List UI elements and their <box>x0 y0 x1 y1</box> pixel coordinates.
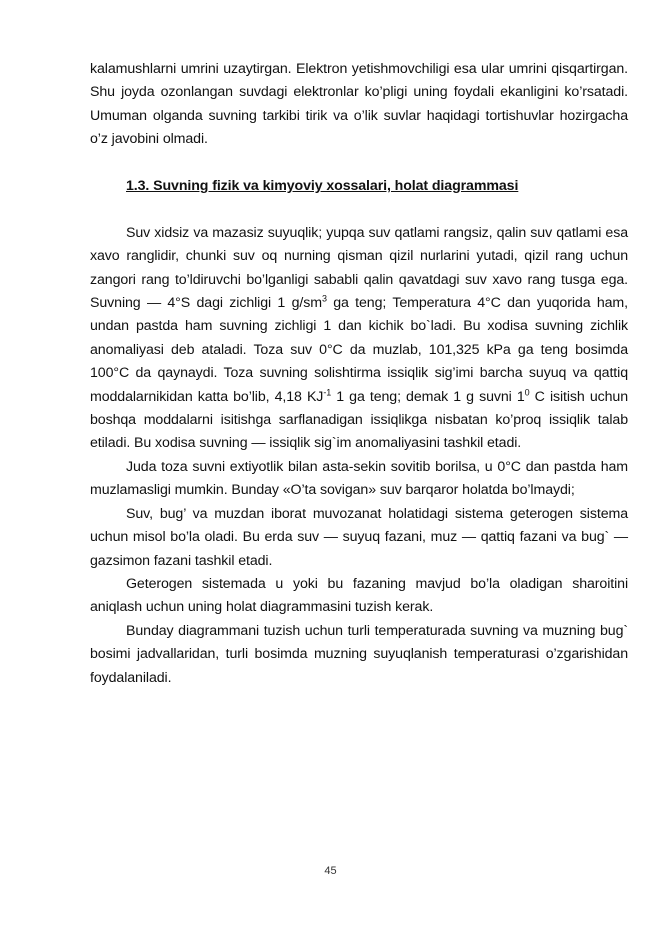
document-page <box>90 58 628 690</box>
paragraph-text-part: C isitish uchun boshqa moddalarni isitishga sarflanadigan issiqlikga nisbatan ko’proq issiqlik talab etiladi. Bu xodisa suvning — issiqlik sig`im anomaliyasini tashkil etadi. <box>90 388 628 452</box>
paragraph-diagram-construction: Bunday diagrammani tuzish uchun turli temperaturada suvning va muzning bug` bosimi jadvallaridan, turli bosimda muzning suyuqlanish temperaturasi o’zgarishidan foydalaniladi. <box>90 622 628 686</box>
paragraph-heterogeneous-system: Suv, bug’ va muzdan iborat muvozanat holatidagi sistema geterogen sistema uchun misol bo’la oladi. Bu erda suv — suyuq fazani, muz — qattiq fazani va bug` — gazsimon fazani tashkil etadi. <box>90 505 628 569</box>
paragraph-water-properties <box>90 222 628 456</box>
paragraph-continuation: kalamushlarni umrini uzaytirgan. Elektron yetishmovchiligi esa ular umrini qisqartirgan. Shu joyda ozonlangan suvdagi elektronlar ko’pligi uning foydali ekanligini ko’rsatadi. Umuman olganda suvning tarkibi tirik va o’lik suvlar haqidagi tortishuvlar hozirgacha o’z javobini olmadi. <box>90 61 628 148</box>
paragraph-supercooled-water: Juda toza suvni extiyotlik bilan asta-sekin sovitib borilsa, u 0°C dan pastda ham muzlamasligi mumkin. Bunday «O’ta sovigan» suv barqaror holatda bo’lmaydi; <box>90 458 628 499</box>
paragraph-phase-conditions: Geterogen sistemada u yoki bu fazaning mavjud bo’la oladigan sharoitini aniqlash uchun uning holat diagrammasini tuzish kerak. <box>90 575 628 616</box>
superscript: 0 <box>524 386 530 397</box>
paragraph-text-part: Suv xidsiz va mazasiz suyuqlik; yupqa suv qatlami rangsiz, qalin suv qatlami esa xavo ranglidir, chunki suv oq nurning qisman qizil nurlarini yutadi, qizil rang uchun zangori rang to’ldiruvchi bo’lganligi sababli qalin qavatdagi suv xavo rang tusga ega. Suvning — 4°S dagi zichligi 1 g/sm <box>90 224 628 312</box>
paragraph-text-part: 1 ga teng; demak 1 g suvni 1 <box>331 388 525 405</box>
page-number: 45 <box>324 865 337 877</box>
paragraph-text-part: ga teng; Temperatura 4°C dan yuqorida ham, undan pastda ham suvning zichligi 1 dan kichik bo`ladi. Bu xodisa suvning zichlik anomaliyasi deb ataladi. Toza suv 0°C da muzlab, 101,325 kPa ga teng bosimda 100°C da qaynaydi. Toza suvning solishtirma issiqlik sig’imi barcha suyuq va qattiq moddalarnikidan katta bo’lib, 4,18 KJ <box>90 295 628 405</box>
section-heading: 1.3. Suvning fizik va kimyoviy xossalari, holat diagrammasi <box>126 178 519 195</box>
superscript: 3 <box>321 293 327 304</box>
superscript: -1 <box>323 386 332 397</box>
